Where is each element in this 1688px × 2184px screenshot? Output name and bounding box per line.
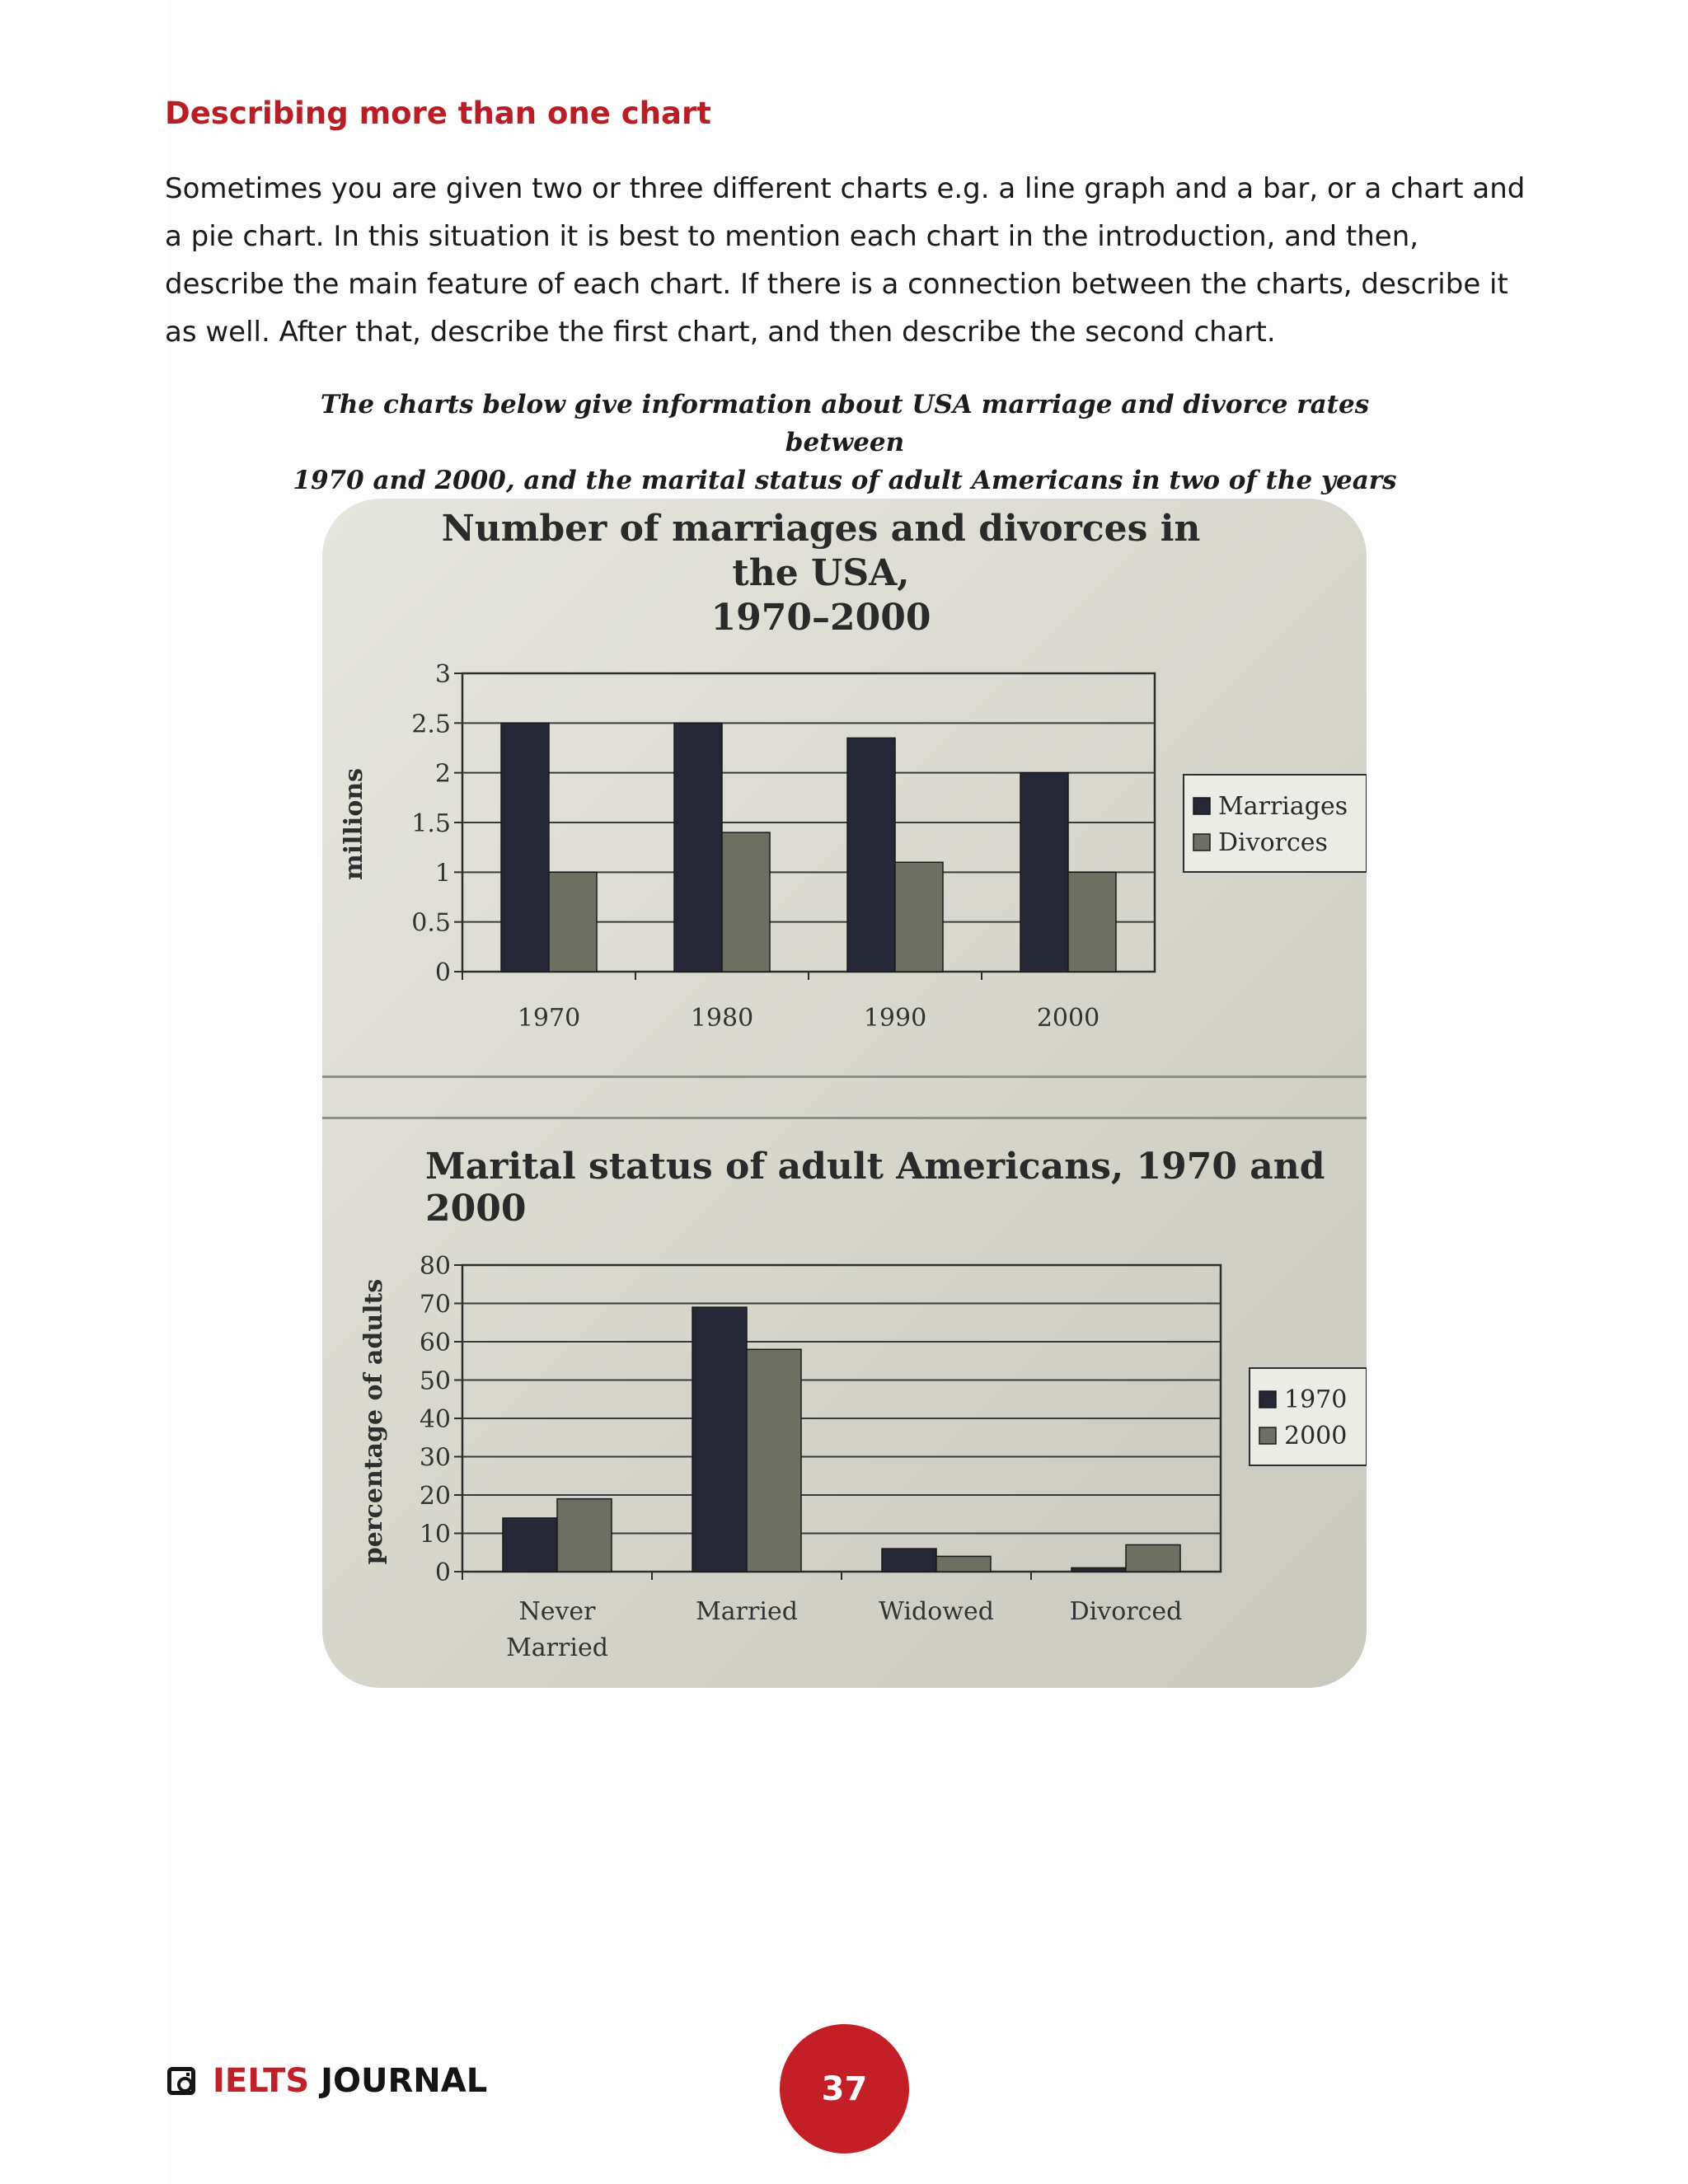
bar-2000	[557, 1499, 612, 1572]
x-tick-label: 1990	[863, 1004, 927, 1033]
y-tick-label: 80	[419, 1252, 451, 1281]
bar-2000	[936, 1556, 991, 1572]
y-tick-label: 1.5	[411, 809, 451, 838]
x-tick-label: 1980	[690, 1004, 754, 1033]
chart1-title-line-1: Number of marriages and divorces in the USA,	[441, 508, 1201, 594]
legend-label: 2000	[1284, 1422, 1348, 1451]
x-tick-label: 2000	[1036, 1004, 1100, 1033]
x-tick-label: 1970	[517, 1004, 581, 1033]
y-tick-label: 2	[434, 759, 451, 789]
y-tick-label: 0	[434, 1558, 451, 1587]
y-tick-label: 30	[419, 1443, 451, 1473]
y-tick-label: 2.5	[411, 710, 451, 739]
chart-caption-line-2: 1970 and 2000, and the marital status of adult Americans in two of the years	[293, 466, 1397, 495]
y-tick-label: 1	[434, 859, 451, 888]
bar-1970	[882, 1549, 936, 1572]
chart2-title: Marital status of adult Americans, 1970 and 2000	[425, 1146, 1325, 1230]
section-heading: Describing more than one chart	[165, 96, 711, 131]
bar-2000	[1126, 1544, 1180, 1572]
y-tick-label: 3	[434, 660, 451, 689]
chart-caption-line-1: The charts below give information about USA marriage and divorce rates between	[320, 390, 1370, 457]
y-axis-label: millions	[340, 767, 368, 881]
bar-2000	[747, 1349, 801, 1572]
chart-caption	[280, 386, 1409, 499]
y-tick-label: 40	[419, 1405, 451, 1434]
marital-status-chart	[322, 499, 1367, 1688]
y-tick-label: 0	[434, 958, 451, 987]
instagram-icon-lens	[177, 2077, 193, 2093]
x-tick-label: Never	[518, 1597, 596, 1626]
legend-label: 1970	[1284, 1385, 1348, 1414]
legend-label: Marriages	[1218, 792, 1348, 821]
x-tick-label: Married	[696, 1597, 798, 1626]
instagram-icon[interactable]	[167, 2067, 195, 2095]
legend-swatch	[1259, 1427, 1276, 1444]
x-tick-label: Married	[506, 1633, 608, 1662]
footer-brand	[213, 2062, 487, 2100]
bar-1970	[1071, 1568, 1126, 1572]
y-tick-label: 10	[419, 1520, 451, 1549]
y-tick-label: 70	[419, 1290, 451, 1319]
y-tick-label: 20	[419, 1482, 451, 1511]
bar-1970	[692, 1307, 747, 1572]
instagram-icon-dot	[186, 2073, 190, 2076]
x-tick-label: Widowed	[879, 1597, 994, 1626]
charts-photo	[322, 499, 1367, 1688]
brand-journal: JOURNAL	[321, 2062, 488, 2100]
page-number: 37	[821, 2069, 868, 2108]
intro-paragraph: Sometimes you are given two or three different charts e.g. a line graph and a bar, or a chart and a pie chart. In this situation it is best to mention each chart in the introduction, and then, describe the main feature of each chart. If there is a connection between the charts, describe it as well. After that, describe the first chart, and then describe the second chart.	[165, 172, 1526, 349]
x-tick-label: Divorced	[1069, 1597, 1183, 1626]
legend-label: Divorces	[1218, 828, 1328, 857]
chart1-title-line-2: 1970–2000	[710, 597, 931, 639]
brand-ielts: IELTS	[213, 2062, 310, 2100]
y-tick-label: 50	[419, 1366, 451, 1396]
legend-swatch	[1259, 1391, 1276, 1408]
y-tick-label: 0.5	[411, 908, 451, 938]
legend-box	[1250, 1368, 1367, 1465]
page-number-badge	[780, 2024, 909, 2154]
y-axis-label: percentage of adults	[359, 1278, 388, 1565]
bar-1970	[503, 1518, 557, 1572]
y-tick-label: 60	[419, 1329, 451, 1357]
